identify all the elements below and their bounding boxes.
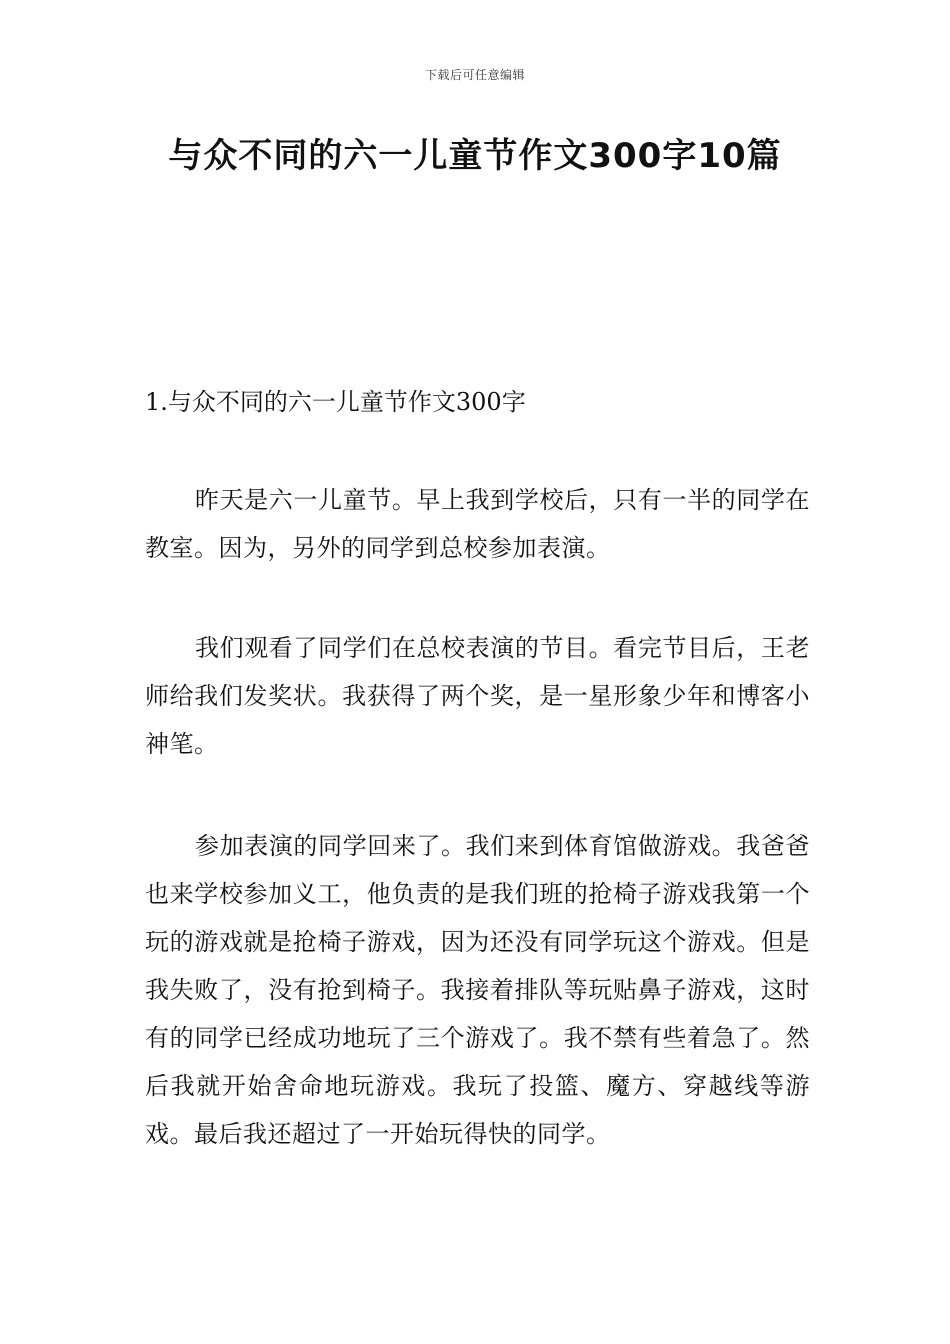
header-note: 下载后可任意编辑 bbox=[424, 68, 525, 82]
section-heading: 1.与众不同的六一儿童节作文300字 bbox=[145, 388, 526, 416]
paragraph-2: 我们观看了同学们在总校表演的节目。看完节目后，王老师给我们发奖状。我获得了两个奖，是一星形象少年和博客小神笔。 bbox=[145, 634, 810, 758]
paragraph-1: 昨天是六一儿童节。早上我到学校后，只有一半的同学在教室。因为，另外的同学到总校参加表演。 bbox=[145, 486, 810, 562]
document-title: 与众不同的六一儿童节作文300字10篇 bbox=[168, 136, 782, 176]
paragraph-3: 参加表演的同学回来了。我们来到体育馆做游戏。我爸爸也来学校参加义工，他负责的是我们班的抢椅子游戏我第一个玩的游戏就是抢椅子游戏，因为还没有同学玩这个游戏。但是我失败了，没有抢到椅子。我接着排队等玩贴鼻子游戏，这时有的同学已经成功地玩了三个游戏了。我不禁有些着急了。然后我就开始舍命地玩游戏。我玩了投篮、魔方、穿越线等游戏。最后我还超过了一开始玩得快的同学。 bbox=[145, 832, 810, 1148]
